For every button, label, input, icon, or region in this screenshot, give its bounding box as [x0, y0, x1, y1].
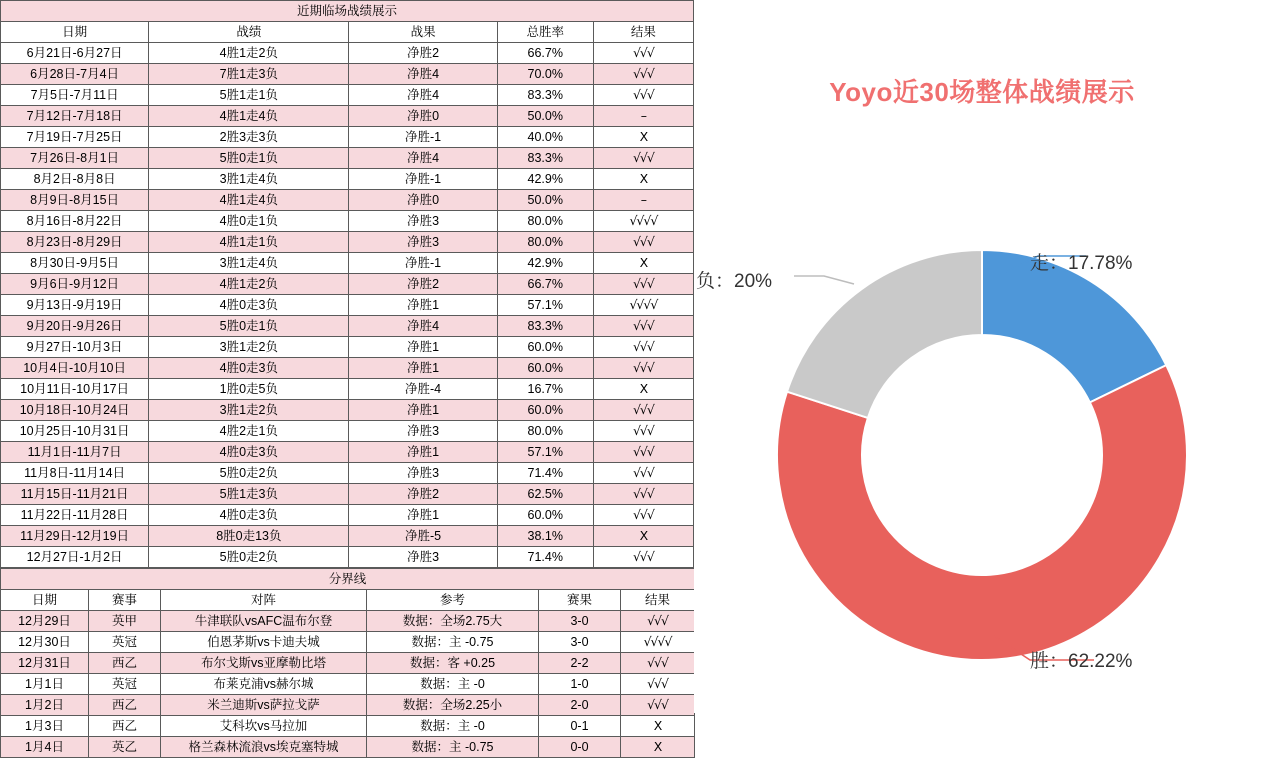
column2-header-2: 对阵	[161, 590, 367, 611]
cell: 4胜0走3负	[149, 295, 349, 316]
match-row	[1, 674, 695, 695]
cell: √√√√	[593, 211, 693, 232]
match-row	[1, 737, 695, 758]
cell: 2-2	[539, 653, 621, 674]
cell: X	[621, 737, 695, 758]
table-row	[1, 64, 694, 85]
cell: 3胜1走4负	[149, 169, 349, 190]
column2-header-3: 参考	[367, 590, 539, 611]
slice-label-zou: 走：17.78%	[1030, 253, 1133, 274]
table-row	[1, 484, 694, 505]
cell: 西乙	[89, 653, 161, 674]
cell: 净胜3	[349, 211, 497, 232]
cell: √√√	[593, 148, 693, 169]
cell: 伯恩茅斯vs卡迪夫城	[161, 632, 367, 653]
cell: 7月5日-7月11日	[1, 85, 149, 106]
cell: 1月4日	[1, 737, 89, 758]
cell: 71.4%	[497, 463, 593, 484]
cell: 4胜0走3负	[149, 442, 349, 463]
cell: 净胜4	[349, 64, 497, 85]
cell: 60.0%	[497, 505, 593, 526]
table-row	[1, 463, 694, 484]
match-row	[1, 611, 695, 632]
leader-line-fu	[794, 276, 854, 284]
table-row	[1, 232, 694, 253]
cell: 4胜1走2负	[149, 274, 349, 295]
table-row	[1, 400, 694, 421]
cell: 8胜0走13负	[149, 526, 349, 547]
table-row	[1, 547, 694, 568]
cell: √√√√	[621, 632, 695, 653]
table-header-row	[1, 22, 694, 43]
cell: 净胜-1	[349, 127, 497, 148]
cell: 净胜4	[349, 85, 497, 106]
cell: X	[593, 169, 693, 190]
cell: 5胜1走3负	[149, 484, 349, 505]
table-row	[1, 316, 694, 337]
table-row	[1, 106, 694, 127]
match-row	[1, 695, 695, 716]
table-row	[1, 127, 694, 148]
cell: 60.0%	[497, 400, 593, 421]
cell: 净胜1	[349, 442, 497, 463]
cell: 净胜-1	[349, 253, 497, 274]
cell: √√√	[593, 337, 693, 358]
cell: 净胜1	[349, 505, 497, 526]
cell: –	[593, 106, 693, 127]
cell: 42.9%	[497, 253, 593, 274]
table-row	[1, 421, 694, 442]
cell: 格兰森林流浪vs埃克塞特城	[161, 737, 367, 758]
cell: 1胜0走5负	[149, 379, 349, 400]
cell: 40.0%	[497, 127, 593, 148]
cell: 数据：主 -0	[367, 674, 539, 695]
cell: 12月30日	[1, 632, 89, 653]
table-row	[1, 379, 694, 400]
cell: 西乙	[89, 716, 161, 737]
cell: 3胜1走2负	[149, 337, 349, 358]
donut-chart	[694, 0, 1270, 713]
table-row	[1, 169, 694, 190]
cell: 4胜0走3负	[149, 358, 349, 379]
cell: 10月4日-10月10日	[1, 358, 149, 379]
cell: 净胜4	[349, 148, 497, 169]
cell: 12月27日-1月2日	[1, 547, 149, 568]
cell: 净胜-1	[349, 169, 497, 190]
cell: 83.3%	[497, 148, 593, 169]
cell: 3-0	[539, 632, 621, 653]
table-row	[1, 505, 694, 526]
cell: √√√	[593, 316, 693, 337]
cell: 英甲	[89, 611, 161, 632]
cell: 10月25日-10月31日	[1, 421, 149, 442]
cell: 净胜-4	[349, 379, 497, 400]
divider-label: 分界线	[1, 569, 695, 590]
cell: X	[593, 526, 693, 547]
cell: 米兰迪斯vs萨拉戈萨	[161, 695, 367, 716]
cell: 12月29日	[1, 611, 89, 632]
column-header-4: 结果	[593, 22, 693, 43]
recent-results-table	[0, 0, 694, 568]
cell: √√√	[593, 421, 693, 442]
cell: 5胜1走1负	[149, 85, 349, 106]
cell: 50.0%	[497, 190, 593, 211]
cell: –	[593, 190, 693, 211]
cell: 5胜0走1负	[149, 148, 349, 169]
cell: 数据：主 -0.75	[367, 737, 539, 758]
cell: 西乙	[89, 695, 161, 716]
cell: 净胜2	[349, 484, 497, 505]
cell: 8月30日-9月5日	[1, 253, 149, 274]
cell: 4胜1走4负	[149, 190, 349, 211]
cell: 净胜3	[349, 421, 497, 442]
cell: √√√	[593, 274, 693, 295]
cell: √√√	[593, 232, 693, 253]
cell: 净胜1	[349, 337, 497, 358]
cell: 62.5%	[497, 484, 593, 505]
cell: 净胜3	[349, 463, 497, 484]
table-title-row	[1, 1, 694, 22]
cell: √√√	[593, 463, 693, 484]
cell: 净胜2	[349, 274, 497, 295]
cell: 净胜-5	[349, 526, 497, 547]
cell: 16.7%	[497, 379, 593, 400]
cell: 71.4%	[497, 547, 593, 568]
cell: 8月9日-8月15日	[1, 190, 149, 211]
cell: 数据：客 +0.25	[367, 653, 539, 674]
cell: 7月26日-8月1日	[1, 148, 149, 169]
table-row	[1, 442, 694, 463]
cell: X	[593, 127, 693, 148]
cell: √√√	[621, 611, 695, 632]
table-row	[1, 85, 694, 106]
cell: X	[593, 379, 693, 400]
cell: √√√	[621, 695, 695, 716]
match-row	[1, 632, 695, 653]
cell: 5胜0走2负	[149, 547, 349, 568]
cell: 4胜0走3负	[149, 505, 349, 526]
column2-header-1: 赛事	[89, 590, 161, 611]
column-header-1: 战绩	[149, 22, 349, 43]
cell: 8月2日-8月8日	[1, 169, 149, 190]
cell: 净胜4	[349, 316, 497, 337]
cell: 净胜0	[349, 106, 497, 127]
table-row	[1, 337, 694, 358]
cell: 3胜1走4负	[149, 253, 349, 274]
table-row	[1, 526, 694, 547]
divider-row	[1, 569, 695, 590]
cell: 80.0%	[497, 421, 593, 442]
cell: 60.0%	[497, 358, 593, 379]
cell: 66.7%	[497, 43, 593, 64]
cell: 9月27日-10月3日	[1, 337, 149, 358]
cell: 数据：主 -0	[367, 716, 539, 737]
cell: 英冠	[89, 632, 161, 653]
cell: 3-0	[539, 611, 621, 632]
cell: 10月11日-10月17日	[1, 379, 149, 400]
cell: 布莱克浦vs赫尔城	[161, 674, 367, 695]
cell: 艾科坎vs马拉加	[161, 716, 367, 737]
cell: 数据：全场2.25小	[367, 695, 539, 716]
cell: 1月2日	[1, 695, 89, 716]
cell: 1-0	[539, 674, 621, 695]
chart-panel	[694, 0, 1270, 713]
cell: 11月29日-12月19日	[1, 526, 149, 547]
cell: 数据：主 -0.75	[367, 632, 539, 653]
cell: 57.1%	[497, 295, 593, 316]
table-row	[1, 253, 694, 274]
cell: 英冠	[89, 674, 161, 695]
cell: 英乙	[89, 737, 161, 758]
cell: 10月18日-10月24日	[1, 400, 149, 421]
table-row	[1, 358, 694, 379]
cell: 83.3%	[497, 316, 593, 337]
cell: 80.0%	[497, 232, 593, 253]
cell: 11月15日-11月21日	[1, 484, 149, 505]
column2-header-4: 赛果	[539, 590, 621, 611]
table-row	[1, 190, 694, 211]
cell: 1月3日	[1, 716, 89, 737]
cell: 4胜1走4负	[149, 106, 349, 127]
column2-header-0: 日期	[1, 590, 89, 611]
cell: 9月20日-9月26日	[1, 316, 149, 337]
cell: 66.7%	[497, 274, 593, 295]
cell: 7胜1走3负	[149, 64, 349, 85]
slice-label-sheng: 胜：62.22%	[1030, 651, 1133, 672]
cell: 7月19日-7月25日	[1, 127, 149, 148]
cell: 11月8日-11月14日	[1, 463, 149, 484]
cell: √√√	[593, 505, 693, 526]
cell: 0-1	[539, 716, 621, 737]
cell: 80.0%	[497, 211, 593, 232]
cell: X	[593, 253, 693, 274]
cell: 4胜1走2负	[149, 43, 349, 64]
table-row	[1, 211, 694, 232]
cell: 5胜0走1负	[149, 316, 349, 337]
cell: X	[621, 716, 695, 737]
cell: √√√	[593, 484, 693, 505]
cell: 57.1%	[497, 442, 593, 463]
cell: 净胜3	[349, 547, 497, 568]
table-row	[1, 295, 694, 316]
cell: 净胜1	[349, 295, 497, 316]
cell: 83.3%	[497, 85, 593, 106]
column2-header-5: 结果	[621, 590, 695, 611]
cell: √√√	[593, 64, 693, 85]
cell: 6月21日-6月27日	[1, 43, 149, 64]
cell: 牛津联队vsAFC温布尔登	[161, 611, 367, 632]
cell: 净胜1	[349, 400, 497, 421]
cell: 60.0%	[497, 337, 593, 358]
cell: 净胜0	[349, 190, 497, 211]
cell: 8月16日-8月22日	[1, 211, 149, 232]
cell: √√√	[621, 653, 695, 674]
cell: 70.0%	[497, 64, 593, 85]
match-row	[1, 653, 695, 674]
slice-label-fu: 负：20%	[696, 271, 773, 292]
cell: 9月13日-9月19日	[1, 295, 149, 316]
column-header-2: 战果	[349, 22, 497, 43]
cell: 3胜1走2负	[149, 400, 349, 421]
upcoming-matches-table	[0, 568, 695, 758]
cell: 4胜0走1负	[149, 211, 349, 232]
table2-header-row	[1, 590, 695, 611]
cell: 42.9%	[497, 169, 593, 190]
cell: 4胜1走1负	[149, 232, 349, 253]
cell: 0-0	[539, 737, 621, 758]
cell: √√√	[593, 442, 693, 463]
cell: 1月1日	[1, 674, 89, 695]
cell: √√√	[593, 358, 693, 379]
cell: 38.1%	[497, 526, 593, 547]
cell: 2-0	[539, 695, 621, 716]
cell: 50.0%	[497, 106, 593, 127]
cell: 8月23日-8月29日	[1, 232, 149, 253]
cell: 11月1日-11月7日	[1, 442, 149, 463]
cell: 净胜3	[349, 232, 497, 253]
cell: √√√	[593, 400, 693, 421]
match-row	[1, 716, 695, 737]
cell: √√√	[593, 43, 693, 64]
cell: 12月31日	[1, 653, 89, 674]
cell: 6月28日-7月4日	[1, 64, 149, 85]
cell: √√√	[593, 547, 693, 568]
cell: √√√	[593, 85, 693, 106]
cell: √√√√	[593, 295, 693, 316]
cell: √√√	[621, 674, 695, 695]
cell: 净胜2	[349, 43, 497, 64]
table-row	[1, 148, 694, 169]
cell: 布尔戈斯vs亚摩勒比塔	[161, 653, 367, 674]
cell: 4胜2走1负	[149, 421, 349, 442]
cell: 2胜3走3负	[149, 127, 349, 148]
column-header-0: 日期	[1, 22, 149, 43]
table-row	[1, 43, 694, 64]
table-title: 近期临场战绩展示	[1, 1, 694, 22]
column-header-3: 总胜率	[497, 22, 593, 43]
donut-slice-负	[787, 250, 982, 418]
cell: 净胜1	[349, 358, 497, 379]
cell: 数据：全场2.75大	[367, 611, 539, 632]
table-row	[1, 274, 694, 295]
cell: 9月6日-9月12日	[1, 274, 149, 295]
cell: 7月12日-7月18日	[1, 106, 149, 127]
cell: 5胜0走2负	[149, 463, 349, 484]
chart-title: Yoyo近30场整体战绩展示	[829, 77, 1135, 107]
cell: 11月22日-11月28日	[1, 505, 149, 526]
